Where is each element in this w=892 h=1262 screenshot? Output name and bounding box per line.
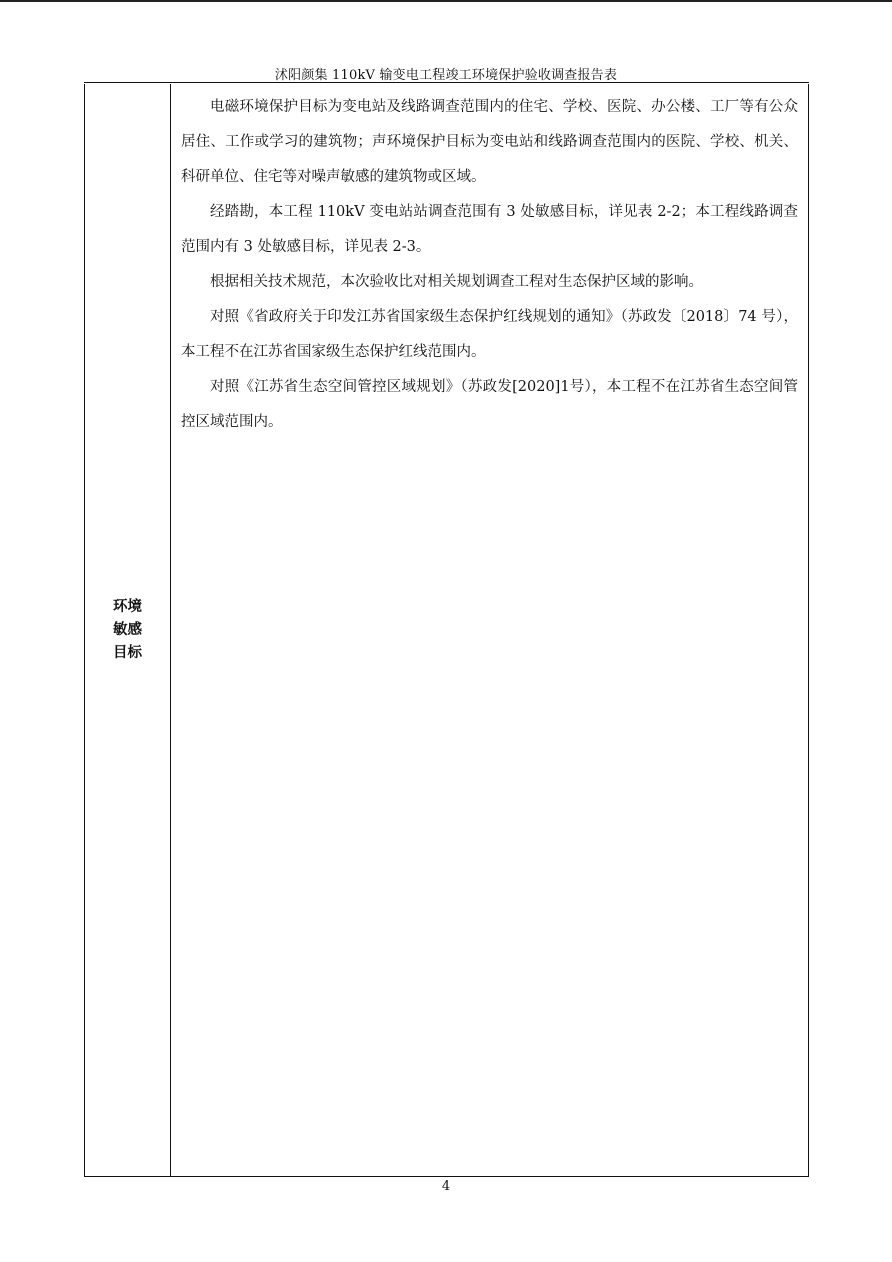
paragraph-protection-targets: 电磁环境保护目标为变电站及线路调查范围内的住宅、学校、医院、办公楼、工厂等有公众居住、工作或学习的建筑物；声环境保护目标为变电站和线路调查范围内的医院、学校、机关、科研单位、住宅等对噪声敏感的建筑物或区域。 [181, 99, 798, 185]
page-number: 4 [441, 1179, 451, 1194]
page-top-border [0, 0, 892, 2]
row-label-line: 敏感 [113, 621, 142, 638]
report-form-table [84, 84, 809, 1177]
paragraph-provincial-control-zone: 对照《江苏省生态空间管控区域规划》（苏政发[2020]1号），本工程不在江苏省生态空间管控区域范围内。 [181, 379, 798, 430]
page-header-title: 沭阳颜集 110kV 输变电工程竣工环境保护验收调查报告表 [274, 68, 618, 83]
row-label-line: 环境 [113, 598, 142, 615]
paragraph-technical-standards: 根据相关技术规范，本次验收比对相关规划调查工程对生态保护区域的影响。 [210, 274, 703, 290]
paragraph-national-redline: 对照《省政府关于印发江苏省国家级生态保护红线规划的通知》（苏政发〔2018〕74 号），本工程不在江苏省国家级生态保护红线范围内。 [181, 309, 798, 360]
row-label-line: 目标 [113, 644, 142, 661]
row-label-cell [85, 84, 171, 1176]
row-label [108, 596, 148, 665]
paragraph-site-survey: 经踏勘，本工程 110kV 变电站站调查范围有 3 处敏感目标，详见表 2-2；本工程线路调查范围内有 3 处敏感目标，详见表 2-3。 [181, 204, 798, 255]
row-content-cell [171, 84, 808, 1176]
header-divider [84, 82, 809, 83]
